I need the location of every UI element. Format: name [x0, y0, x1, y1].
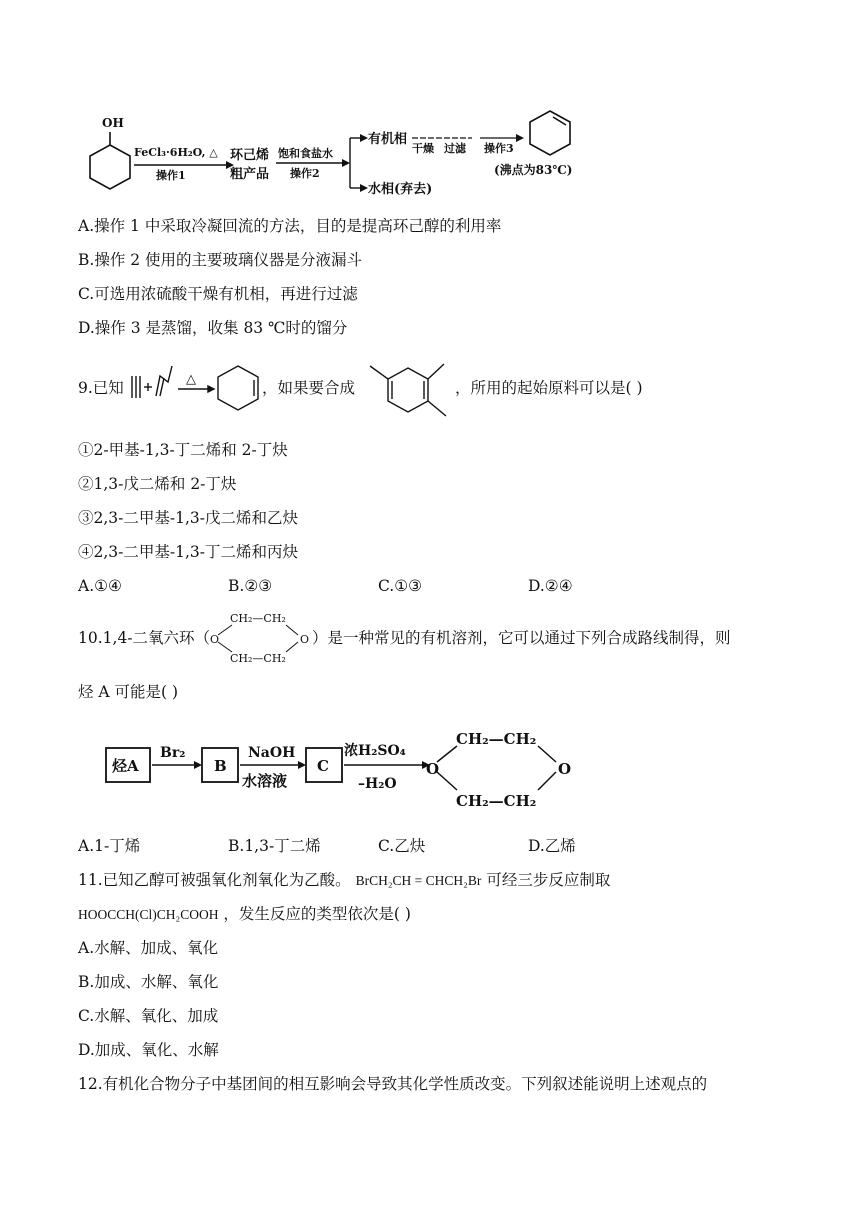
- q9-prefix: 9.已知: [78, 379, 124, 397]
- q8-option-b: B.操作 2 使用的主要玻璃仪器是分液漏斗: [78, 251, 363, 269]
- q8-option-d: D.操作 3 是蒸馏，收集 83 ℃时的馏分: [78, 319, 348, 337]
- q12-line1: 12.有机化合物分子中基团间的相互影响会导致其化学性质改变。下列叙述能说明上述观点的: [78, 1075, 708, 1093]
- q11-option-b: B.加成、水解、氧化: [78, 973, 219, 991]
- q9-diels-alder-scheme: [130, 358, 270, 414]
- product-oxygen-left: O: [426, 760, 440, 778]
- op3-label: 操作3: [484, 142, 514, 155]
- dioxane-oxygen-left: O: [210, 633, 220, 646]
- catalyst-label: FeCl₃·6H₂O, △: [134, 146, 218, 159]
- q9-option-a: A.①④: [78, 577, 122, 595]
- brine-label: 饱和食盐水: [278, 147, 333, 160]
- product-bottom-chain: CH₂—CH₂: [456, 792, 537, 810]
- dioxane-top-chain: CH₂—CH₂: [230, 612, 286, 625]
- dry-label: 干燥: [412, 142, 434, 155]
- q10-option-a: A.1-丁烯: [78, 837, 141, 855]
- crude-product-line2: 粗产品: [230, 167, 270, 182]
- q10-prefix: 10.1,4-二氧六环（: [78, 629, 211, 647]
- reagent-conc-h2so4: 浓H₂SO₄: [344, 743, 406, 759]
- box-hydrocarbon-a: 烃A: [112, 757, 139, 775]
- q9-option-b: B.②③: [228, 577, 273, 595]
- q11-line1-text: 11.已知乙醇可被强氧化剂氧化为乙酸。: [78, 871, 351, 889]
- reagent-minus-water: –H₂O: [358, 776, 397, 792]
- q11-option-c: C.水解、氧化、加成: [78, 1007, 219, 1025]
- q9-mid-text: ，如果要合成: [262, 379, 356, 397]
- q10-line2: 烃 A 可能是( ): [78, 683, 179, 701]
- q10-option-c: C.乙炔: [378, 837, 426, 855]
- q9-item-4: ④2,3-二甲基-1,3-丁二烯和丙炔: [78, 543, 299, 561]
- reagent-naoh: NaOH: [248, 745, 296, 761]
- q10-option-b: B.1,3-丁二烯: [228, 837, 321, 855]
- aqueous-phase-label: 水相(弃去): [368, 182, 433, 197]
- q11-product-formula: HOOCCH(Cl)CH₂COOH: [78, 907, 219, 922]
- q11-reactant-formula: BrCH₂CH = CHCH₂Br: [355, 873, 482, 888]
- q10-synthesis-route: [104, 724, 590, 816]
- reagent-aqueous: 水溶液: [242, 772, 288, 790]
- q9-item-3: ③2,3-二甲基-1,3-戊二烯和乙炔: [78, 509, 299, 527]
- q9-target-structure: [364, 360, 456, 420]
- dioxane-oxygen-right: O: [300, 633, 310, 646]
- cyclohexanol-structure: [90, 132, 130, 189]
- organic-phase-label: 有机相: [368, 132, 408, 147]
- q10-dioxane-inline: [210, 608, 318, 668]
- q11-line2-tail: ，发生反应的类型依次是( ): [223, 905, 411, 923]
- op2-label: 操作2: [290, 167, 320, 180]
- q9-option-c: C.①③: [378, 577, 423, 595]
- q9-option-d: D.②④: [528, 577, 573, 595]
- q9-suffix: ，所用的起始原料可以是( ): [455, 379, 643, 397]
- crude-product-line1: 环己烯: [230, 148, 270, 163]
- hydroxyl-label: OH: [102, 116, 124, 130]
- q9-item-1: ①2-甲基-1,3-丁二烯和 2-丁炔: [78, 441, 288, 459]
- heat-symbol: △: [186, 372, 196, 387]
- op1-label: 操作1: [156, 169, 186, 182]
- q9-item-2: ②1,3-戊二烯和 2-丁炔: [78, 475, 237, 493]
- dioxane-bottom-chain: CH₂—CH₂: [230, 652, 286, 665]
- q11-line1-tail: 可经三步反应制取: [486, 871, 611, 889]
- q11-line2: [78, 904, 411, 925]
- q11-line1: [78, 870, 610, 891]
- q8-synthesis-diagram: [80, 108, 600, 200]
- cyclohexene-structure: [530, 111, 570, 155]
- box-c: C: [317, 757, 329, 775]
- q11-option-d: D.加成、氧化、水解: [78, 1041, 219, 1059]
- product-top-chain: CH₂—CH₂: [456, 730, 537, 748]
- q11-option-a: A.水解、加成、氧化: [78, 939, 219, 957]
- reagent-br2: Br₂: [160, 745, 186, 761]
- filter-label: 过滤: [444, 142, 466, 155]
- product-oxygen-right: O: [558, 760, 572, 778]
- q8-option-c: C.可选用浓硫酸干燥有机相，再进行过滤: [78, 285, 358, 303]
- q10-option-d: D.乙烯: [528, 837, 576, 855]
- boiling-point-label: (沸点为83℃): [494, 163, 573, 177]
- box-b: B: [214, 757, 227, 775]
- q10-suffix: ）是一种常见的有机溶剂，它可以通过下列合成路线制得，则: [312, 629, 731, 647]
- q8-option-a: A.操作 1 中采取冷凝回流的方法，目的是提高环己醇的利用率: [78, 217, 502, 235]
